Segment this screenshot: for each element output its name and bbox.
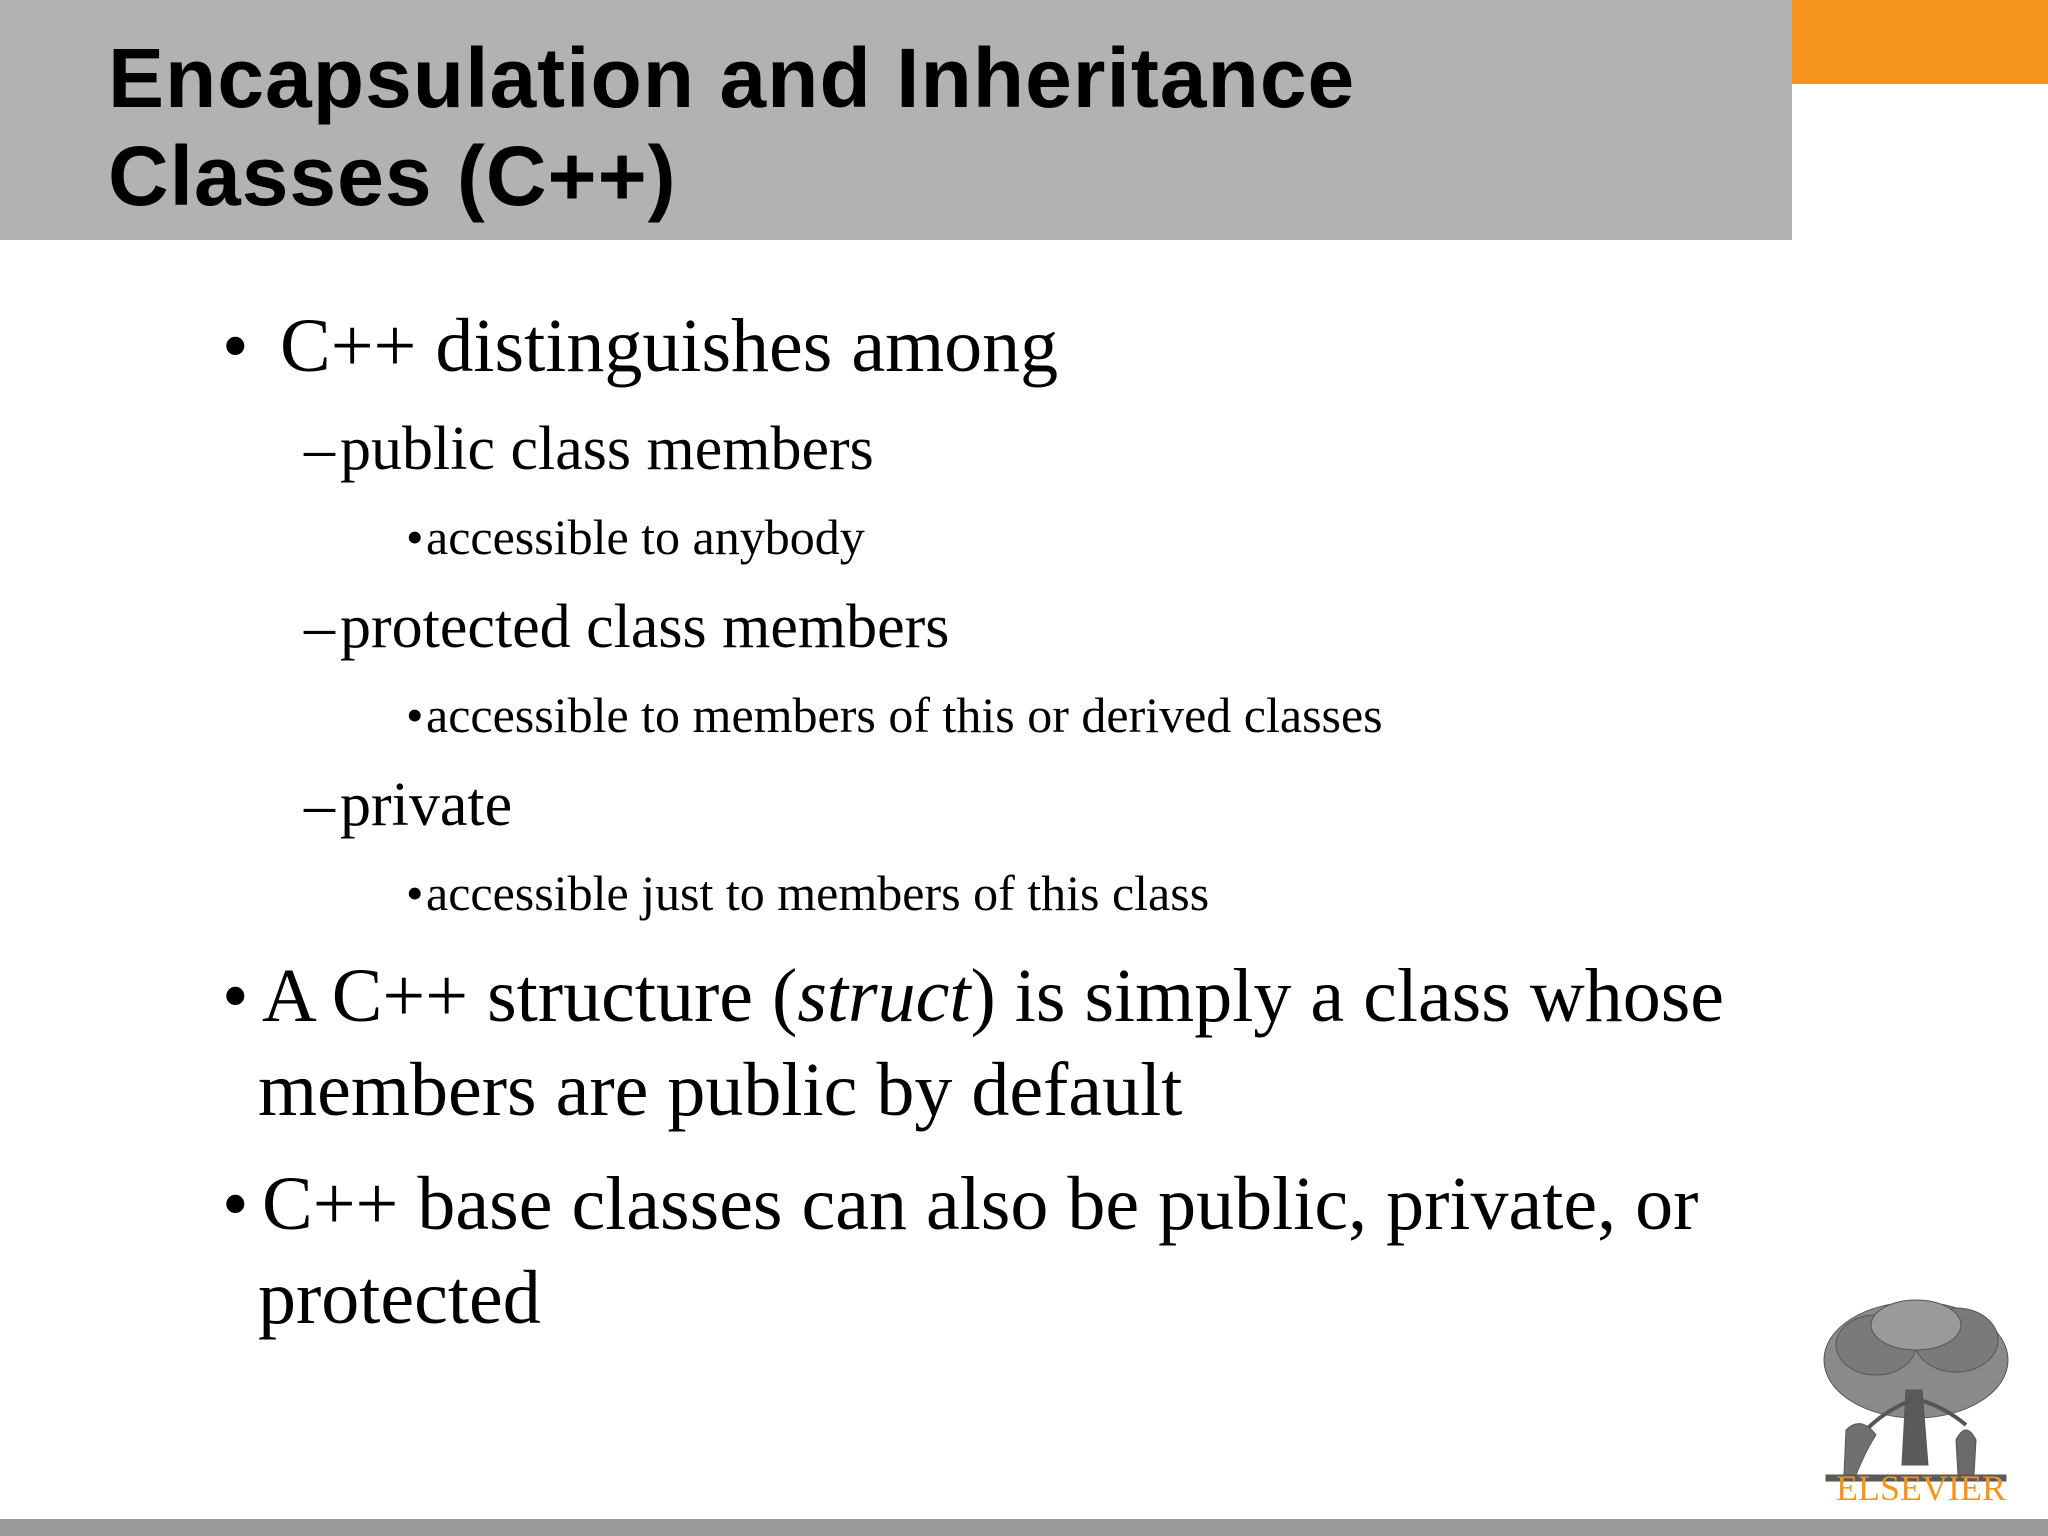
sub-sub-bullet-public-desc: accessible to anybody	[426, 509, 865, 565]
dash-marker: –	[304, 771, 335, 839]
sub-sub-bullet-protected-desc: accessible to members of this or derived classes	[426, 687, 1383, 743]
sub-sub-bullet-private-desc: accessible just to members of this class	[426, 865, 1210, 921]
bullet-base-classes-line-2: protected	[258, 1256, 541, 1340]
bullet-marker: •	[406, 509, 424, 565]
bullet-marker: •	[222, 304, 249, 388]
slide-title-line-1: Encapsulation and Inheritance	[108, 31, 1356, 125]
elsevier-tree-logo-icon	[1816, 1290, 2016, 1490]
dash-marker: –	[304, 593, 335, 661]
bullet-marker: •	[406, 687, 424, 743]
bullet-marker: •	[222, 1162, 249, 1246]
struct-keyword: struct	[797, 954, 971, 1038]
bullet-base-classes: C++ base classes can also be public, private, or	[262, 1162, 1699, 1246]
bullet-struct-line-2: members are public by default	[258, 1048, 1183, 1132]
bullet-struct-text-2: ) is simply a class whose	[970, 954, 1725, 1038]
sub-bullet-public: public class members	[340, 415, 874, 483]
sub-bullet-private: private	[340, 771, 513, 839]
slide-title-line-2: Classes (C++)	[108, 129, 677, 223]
bullet-struct-text-1: A C++ structure (	[262, 954, 798, 1038]
bullet-struct	[262, 954, 1725, 1038]
orange-accent-block	[1792, 0, 2048, 84]
sub-bullet-protected: protected class members	[340, 593, 950, 661]
bullet-marker: •	[222, 954, 249, 1038]
dash-marker: –	[304, 415, 335, 483]
bottom-rule	[0, 1519, 2048, 1536]
bullet-marker: •	[406, 865, 424, 921]
elsevier-wordmark: ELSEVIER	[1836, 1468, 2006, 1508]
title-bar	[0, 0, 1792, 240]
bullet-c-distinguishes: C++ distinguishes among	[280, 304, 1059, 388]
